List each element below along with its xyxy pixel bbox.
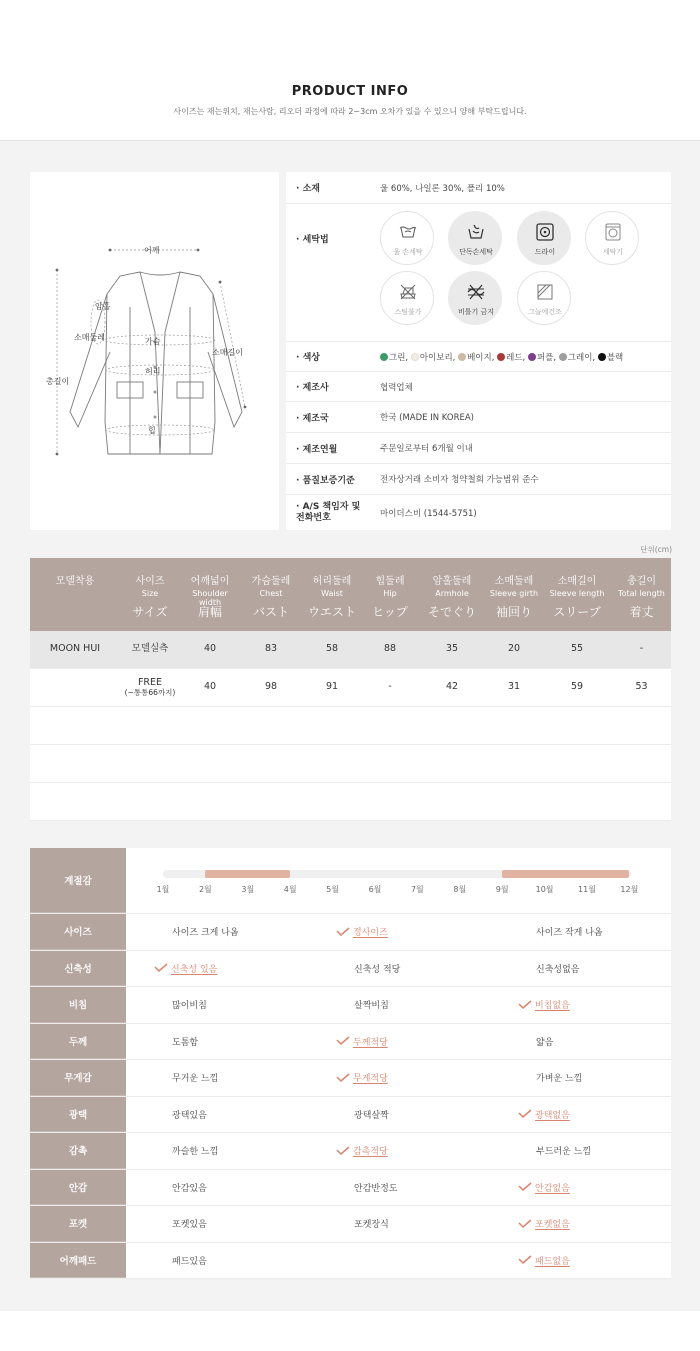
feel-label: 안감 [30,1170,126,1206]
size-col-header [486,558,542,631]
feel-label: 신축성 [30,951,126,987]
feel-row [30,987,671,1024]
feel-option-selected [336,1024,388,1060]
feel-row [30,1133,671,1170]
size-cell: 58 [325,643,339,655]
size-col-header [180,558,240,631]
feel-row [30,1243,671,1280]
wash-no-wring [448,271,502,325]
size-table-row [30,745,671,783]
washing-machine-icon [603,222,623,242]
header-ko: 가슴둘레 [251,576,291,587]
month-label: 3월 [241,885,255,894]
feel-option-text: 가벼운 느낌 [536,1074,583,1085]
header-ja: 袖回り [495,605,532,619]
size-cell: 31 [507,681,521,693]
size-table-row [30,631,671,669]
month-label: 2월 [198,885,212,894]
color-swatch [411,353,419,361]
feel-option [172,1243,207,1279]
no-steam-icon [398,282,418,302]
size-col-header [30,558,120,631]
header-en: Total length [618,589,665,598]
header-en: Size [141,589,159,598]
wash-label: 드라이 [534,248,556,256]
feel-option-text: 무게적당 [353,1074,388,1085]
season-row [30,848,671,914]
feel-option-text: 많이비침 [172,1001,207,1012]
feel-option-text: 광택있음 [172,1110,207,1121]
feel-option-text: 안감있음 [172,1183,207,1194]
month-label: 8월 [453,885,467,894]
fit-feel-table [30,848,671,1279]
header-ja: そでぐり [427,605,476,619]
size-col-header [542,558,612,631]
wash-shade-dry [517,271,571,325]
header-ja: スリーブ [553,605,601,619]
month-label: 10월 [535,885,554,894]
wash-label: 울 손세탁 [393,248,423,256]
feel-option-text: 사이즈 크게 나옴 [172,928,239,939]
product-info-table [286,172,671,530]
wash-label: 단독손세탁 [459,248,493,256]
feel-option-text: 살짝비침 [354,1001,389,1012]
check-icon [518,1182,532,1192]
check-icon [336,1073,350,1083]
month-label: 6월 [368,885,382,894]
feel-option-text: 패드있음 [172,1256,207,1267]
size-table [30,558,671,820]
cardigan-illustration [30,172,279,530]
header-ja: バスト [252,605,289,619]
feel-option [172,1097,207,1133]
header-ja: 肩幅 [197,605,222,619]
header-en: Shoulder width [192,589,228,607]
feel-option-selected [518,1170,570,1206]
feel-row [30,1024,671,1061]
header-en: Waist [321,589,343,598]
color-swatch [380,353,388,361]
size-note: (~통통66까지) [124,687,176,697]
header-ja: サイズ [132,605,168,619]
size-cell: 42 [445,681,459,693]
check-icon [518,1109,532,1119]
feel-row [30,1097,671,1134]
feel-option-selected [336,1133,388,1169]
feel-label: 무게감 [30,1060,126,1096]
feel-option [354,1170,397,1206]
size-table-row [30,669,671,707]
wash-label: 비틀기 금지 [457,308,495,316]
size-cell: - [639,643,644,655]
feel-option-selected [336,914,388,950]
shade-dry-icon [535,282,555,302]
color-name: 그린, [389,352,411,363]
feel-option-selected [518,987,570,1023]
color-swatch [497,353,505,361]
feel-option [354,987,389,1023]
feel-option-text: 두께적당 [353,1037,388,1048]
size-col-header [612,558,671,631]
feel-label: 사이즈 [30,914,126,950]
info-row-country: · 제조국 한국 (MADE IN KOREA) [286,402,671,433]
feel-option [172,1206,207,1242]
separate-hand-wash-icon [466,222,486,242]
feel-option-text: 부드러운 느낌 [536,1147,592,1158]
wash-no-steam [380,271,434,325]
feel-label: 두께 [30,1024,126,1060]
check-icon [518,1219,532,1229]
feel-option-text: 비침없음 [535,1001,570,1012]
feel-option-text: 패드없음 [535,1256,570,1267]
info-row-as: · A/S 책임자 및 전화번호 마이더스비 (1544-5751) [286,495,671,530]
size-cell [120,669,180,706]
season-active-range [205,870,290,878]
no-wring-icon [466,282,486,302]
header-ko: 소매길이 [557,576,597,587]
color-name: 레드, [506,352,528,363]
size-cell: 모델실측 [131,643,169,655]
feel-option-text: 신축성없음 [536,964,580,975]
feel-option-text: 사이즈 작게 나옴 [536,928,603,939]
header-en: Chest [259,589,283,598]
page-title: PRODUCT INFO [291,84,409,99]
check-icon [518,1255,532,1265]
dry-clean-icon [535,222,555,242]
feel-label: 감촉 [30,1133,126,1169]
feel-option [354,951,400,987]
month-label: 1월 [156,885,170,894]
feel-option [354,1097,389,1133]
color-swatch [598,353,606,361]
color-name: 아이보리, [419,352,459,363]
feel-option-text: 정사이즈 [353,928,388,939]
page-subtitle: 사이즈는 재는위치, 재는사람, 리오더 과정에 따라 2~3cm 오차가 있을 수 있으니 양해 부탁드립니다. [173,107,527,116]
size-main: FREE [137,676,163,688]
washing-icons [286,204,671,342]
size-cell: 53 [635,681,648,693]
feel-label: 광택 [30,1097,126,1133]
feel-option-text: 안감없음 [535,1183,570,1194]
wash-dry-clean [517,211,571,265]
feel-option-selected [518,1243,570,1279]
check-icon [518,1000,532,1010]
feel-row [30,914,671,951]
size-table-row [30,783,671,821]
size-col-header [240,558,302,631]
feel-option [172,987,207,1023]
label-shoulder: 어깨 [144,246,160,255]
size-cell: 98 [264,681,278,693]
feel-option-text: 광택없음 [535,1110,570,1121]
header [0,0,700,140]
feel-option-text: 까슬한 느낌 [172,1147,219,1158]
header-ko: 힙둘레 [375,576,405,587]
wash-washing-machine [585,211,639,265]
feel-option-text: 얇음 [536,1037,554,1048]
label-sleeve-girth: 소매둘레 [74,333,105,342]
month-label: 4월 [283,885,297,894]
feel-row [30,1206,671,1243]
label-sleeve-length: 소매길이 [212,348,243,357]
label-total-length: 총길이 [46,377,70,386]
feel-option-selected [154,951,217,987]
check-icon [336,927,350,937]
feel-row [30,951,671,988]
color-swatch [458,353,466,361]
color-name: 블랙 [606,352,624,363]
check-icon [154,963,168,973]
header-ko: 총길이 [627,576,656,587]
hand-wash-icon [398,222,418,242]
feel-label: 어깨패드 [30,1243,126,1279]
season-bar [126,848,671,914]
feel-option-text: 신축성 있음 [171,964,218,975]
header-ko: 허리둘레 [312,576,352,587]
size-table-header [30,558,671,631]
header-ko: 모델착용 [55,576,95,587]
feel-option [172,914,239,950]
feel-option [172,1024,198,1060]
color-swatch [528,353,536,361]
info-row-date: · 제조연월 주문일로부터 6개월 이내 [286,433,671,464]
size-cell: 55 [570,643,584,655]
size-cell: 91 [325,681,339,693]
info-row-colors: · 색상 그린, 아이보리, 베이지, 레드, 퍼플, 그레이, 블랙 [286,342,671,372]
color-name: 베이지, [467,352,498,363]
feel-option [536,1024,553,1060]
feel-option-text: 감촉적당 [353,1147,388,1158]
header-en: Hip [383,589,397,598]
info-row-manufacturer: · 제조사 협력업체 [286,372,671,402]
feel-row [30,1060,671,1097]
header-en: Sleeve length [549,589,605,598]
month-label: 11월 [578,885,596,894]
size-cell: - [388,681,392,693]
feel-option [172,1170,207,1206]
garment-diagram [30,172,279,530]
feel-option [536,951,579,987]
size-cell: 88 [383,643,397,655]
season-label: 계절감 [30,848,126,913]
unit-label: 단위(cm) [640,545,672,554]
month-label: 9월 [495,885,509,894]
info-row-quality: · 품질보증기준 전자상거래 소비자 청약철회 가능범위 준수 [286,464,671,495]
month-label: 5월 [326,885,339,894]
feel-option [172,1060,218,1096]
header-ko: 암홀둘레 [432,576,472,587]
info-row-material: · 소재 울 60%, 나일론 30%, 폴리 10% [286,172,671,204]
feel-option-text: 포켓없음 [535,1220,570,1231]
label-waist: 허리 [145,367,161,376]
header-ja: 着丈 [629,605,654,619]
header-ja: ウエスト [307,605,356,619]
feel-option [354,1206,389,1242]
wash-label: 세탁기 [602,248,624,256]
month-label: 12월 [620,885,639,894]
size-cell: 83 [264,643,278,655]
size-table-row [30,707,671,745]
feel-label: 비침 [30,987,126,1023]
size-col-header [302,558,362,631]
header-en: Sleeve girth [489,589,539,598]
feel-option [536,1133,591,1169]
feel-option [536,1060,582,1096]
label-hip: 힙 [148,426,156,435]
feel-option-selected [518,1097,570,1133]
month-label: 7월 [410,885,424,894]
check-icon [336,1036,350,1046]
size-cell: 59 [570,681,584,693]
label-armhole: 암홀 [95,302,111,311]
feel-option-text: 신축성 적당 [354,964,401,975]
header-ko: 사이즈 [135,576,165,587]
feel-option [172,1133,218,1169]
feel-option-selected [518,1206,570,1242]
color-list [380,351,623,363]
size-cell: 20 [507,643,521,655]
size-cell: 35 [445,643,459,655]
color-swatch [559,353,567,361]
feel-row [30,1170,671,1207]
feel-option-text: 포켓있음 [172,1220,207,1231]
header-ko: 소매둘레 [494,576,534,587]
header-ko: 어깨넓이 [190,576,230,587]
info-row-washing: · 세탁법 울 손세탁 단독손세탁 드라이 세탁기 스팀불가 비틀기 금지 그늘에건조 [286,204,671,342]
feel-option-selected [336,1060,388,1096]
size-col-header [362,558,418,631]
size-cell: MOON HUI [49,643,101,655]
feel-option-text: 포켓장식 [354,1220,389,1231]
header-ja: ヒップ [372,605,408,619]
feel-option-text: 안감반정도 [354,1183,398,1194]
header-en: Armhole [435,589,469,598]
size-cell: 40 [203,681,217,693]
size-cell [30,669,120,706]
size-col-header [418,558,486,631]
wash-hand-wash [380,211,434,265]
size-col-header [120,558,180,631]
label-chest: 가슴 [145,337,161,346]
color-name: 퍼플, [536,352,559,363]
feel-option [536,914,603,950]
check-icon [336,1146,350,1156]
feel-option-text: 광택살짝 [354,1110,389,1121]
season-active-range [502,870,629,878]
wash-label: 스팀불가 [394,308,422,316]
feel-option-text: 무거운 느낌 [172,1074,219,1085]
wash-separate-hand-wash [448,211,502,265]
feel-label: 포켓 [30,1206,126,1242]
feel-option-text: 도톰함 [172,1037,199,1048]
wash-label: 그늘에건조 [528,308,562,316]
color-name: 그레이, [567,352,598,363]
size-cell: 40 [203,643,217,655]
